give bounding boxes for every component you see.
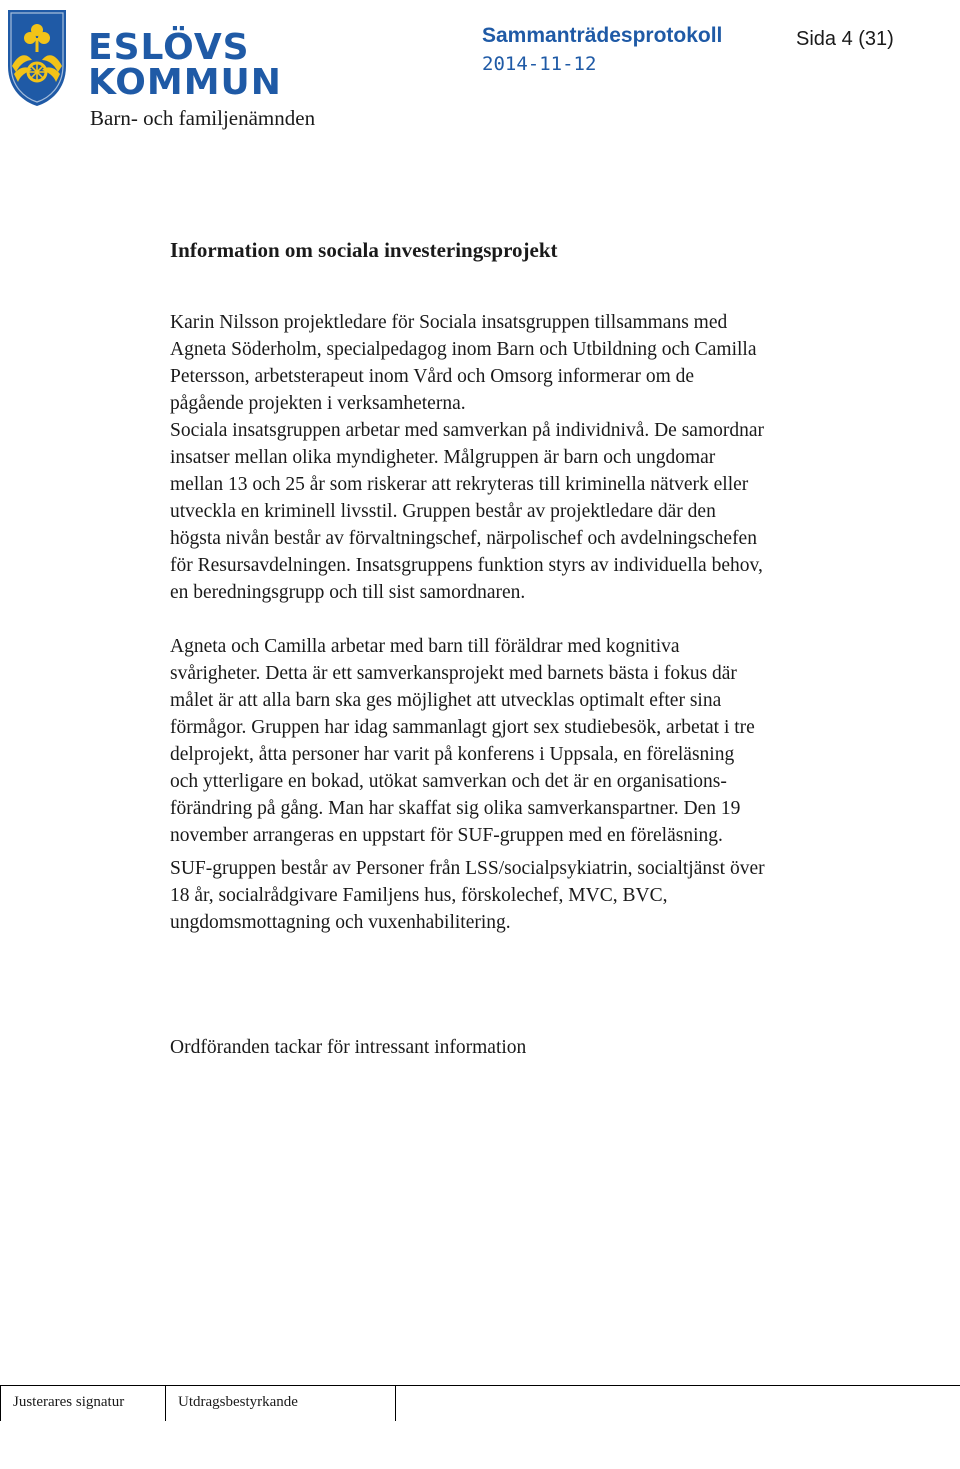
signature-label: Justerares signatur — [0, 1385, 165, 1421]
text-line: högsta nivån består av förvaltningschef, närpolischef och avdelningschefen — [170, 528, 757, 549]
text-line: Karin Nilsson projektledare för Sociala insatsgruppen tillsammans med — [170, 312, 728, 333]
meeting-date: 2014-11-12 — [482, 53, 597, 75]
paragraph-2 — [170, 633, 910, 849]
committee-name: Barn- och familjenämnden — [90, 106, 316, 130]
paragraph-1 — [170, 309, 910, 606]
text-line: för Resursavdelningen. Insatsgruppens funktion styrs av individuella behov, — [170, 555, 763, 576]
text-line: målet är att alla barn ska ges möjlighet att utvecklas optimalt efter sina — [170, 690, 722, 711]
coat-of-arms-icon — [6, 8, 68, 108]
text-line: delprojekt, åtta personer har varit på konferens i Uppsala, en föreläsning — [170, 744, 735, 765]
section-heading: Information om sociala investeringsprojekt — [170, 238, 558, 262]
text-line: förmågor. Gruppen har idag sammanlagt gjort sex studiebesök, arbetat i tre — [170, 717, 755, 738]
text-line: SUF-gruppen består av Personer från LSS/socialpsykiatrin, socialtjänst över — [170, 858, 765, 879]
closing-statement: Ordföranden tackar för intressant information — [170, 1037, 527, 1058]
text-line: en beredningsgrupp och till sist samordnaren. — [170, 582, 526, 603]
footer-empty-cell — [395, 1385, 960, 1421]
text-line: Sociala insatsgruppen arbetar med samverkan på individnivå. De samordnar — [170, 420, 765, 441]
text-line: Agneta Söderholm, specialpedagog inom Barn och Utbildning och Camilla — [170, 339, 757, 360]
text-line: utveckla en kriminell livsstil. Gruppen består av projektledare där den — [170, 501, 716, 522]
text-line: 18 år, socialrådgivare Familjens hus, förskolechef, MVC, BVC, — [170, 885, 668, 906]
text-line: och ytterligare en bokad, utökat samverkan och det är en organisations- — [170, 771, 727, 792]
page-number: Sida 4 (31) — [796, 28, 894, 50]
protocol-body — [170, 235, 910, 1061]
document-type: Sammanträdesprotokoll — [482, 24, 723, 47]
wordmark-line-1: ESLÖVS — [88, 27, 250, 68]
text-line: insatser mellan olika myndigheter. Målgruppen är barn och ungdomar — [170, 447, 716, 468]
wordmark-line-2: KOMMUN — [88, 62, 282, 103]
text-line: Petersson, arbetsterapeut inom Vård och Omsorg informerar om de — [170, 366, 695, 387]
municipality-wordmark — [88, 27, 282, 103]
text-line: svårigheter. Detta är ett samverkansprojekt med barnets bästa i fokus där — [170, 663, 737, 684]
text-line: pågående projekten i verksamheterna. — [170, 393, 466, 414]
text-line: Agneta och Camilla arbetar med barn till föräldrar med kognitiva — [170, 636, 680, 657]
text-line: förändring på gång. Man har skaffat sig olika samverkanspartner. Den 19 — [170, 798, 741, 819]
text-line: mellan 13 och 25 år som riskerar att rekryteras till kriminella nätverk eller — [170, 474, 749, 495]
extract-certification-label: Utdragsbestyrkande — [165, 1385, 395, 1421]
text-line: november arrangeras en uppstart för SUF-gruppen med en föreläsning. — [170, 825, 723, 846]
text-line: ungdomsmottagning och vuxenhabilitering. — [170, 912, 511, 933]
paragraph-3 — [170, 855, 910, 936]
